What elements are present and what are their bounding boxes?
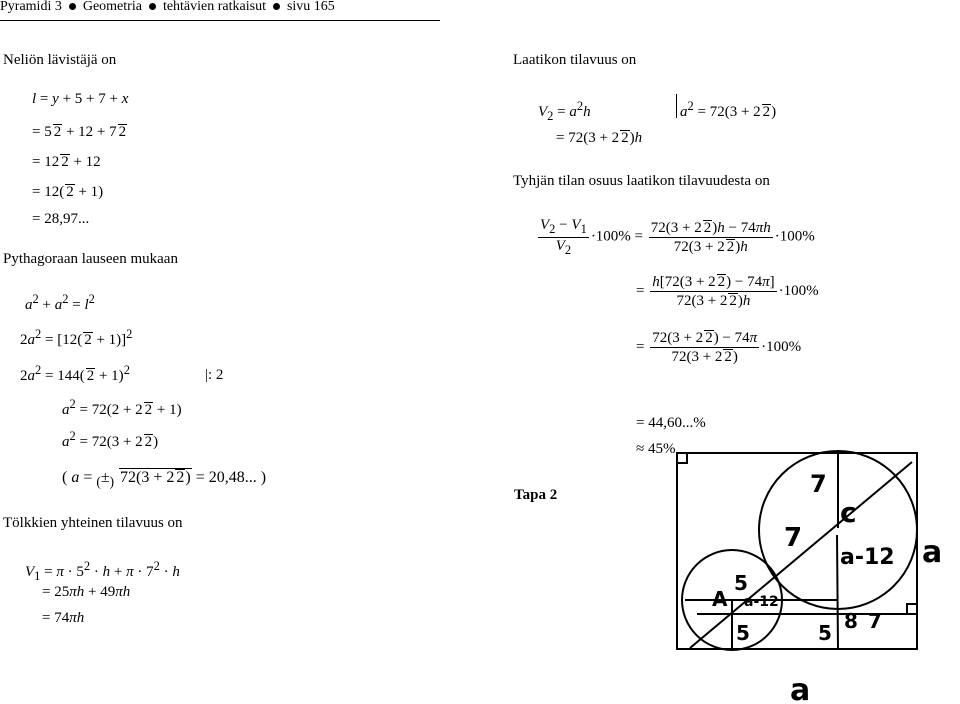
sketch-label-7-diag: 7 — [784, 523, 803, 553]
eq-pyth-3: $2a^2 = 144$( 2 + 1)$^2$ — [20, 363, 130, 384]
sketch-label-7-b: 7 — [868, 609, 882, 633]
solution-sketch — [660, 440, 960, 704]
bullet-icon — [149, 3, 156, 10]
bullet-icon — [273, 3, 280, 10]
header-subject: Geometria — [82, 0, 142, 14]
heading-empty-space: Tyhjän tilan osuus laatikon tilavuudesta on — [513, 173, 770, 189]
sketch-label-a-12-small: a-12 — [744, 594, 779, 610]
corner-mark-tl — [677, 453, 687, 463]
eq-box-2: = 72(3 + 2 2)h — [556, 130, 643, 146]
sketch-label-a-bottom: a — [790, 673, 811, 704]
eq-diag-1: l = y + 5 + 7 + x — [32, 91, 129, 107]
eq-pyth-4: $a^2 = 72(2 + 2$ 2 + 1) — [62, 397, 182, 418]
sketch-label-7-top: 7 — [810, 470, 827, 498]
header-rule — [0, 20, 440, 21]
sketch-label-5-small: 5 — [734, 571, 748, 595]
header-page: sivu 165 — [286, 0, 335, 14]
sketch-label-5-right: 5 — [818, 621, 832, 645]
eq-ratio-1: $\frac{V_2 - V_1}{V_2}$ ·100% = $\frac{72(3 + 2 2)h - 74\pi h}{72(3 + 2 2)h}$ ·100% — [540, 217, 815, 257]
eq-box-1: $V_2 = a^2h$ — [538, 99, 591, 123]
eq-pyth-2: $2a^2 = [12$( 2 + 1)]$^2$ — [20, 327, 133, 348]
radius-vertical-lower — [837, 535, 838, 649]
heading-cans: Tölkkien yhteinen tilavuus on — [3, 515, 183, 531]
header-doc: Pyramidi 3 — [0, 0, 62, 14]
substitution-bar — [676, 94, 677, 118]
eq-pyth-6: ( $a = _(\pm_)$ 72(3 + 2 2) = 20,48... ) — [62, 469, 267, 490]
eq-diag-2: = 5 2 + 12 + 7 2 — [32, 124, 127, 140]
eq-vol-3: = 74πh — [42, 610, 85, 626]
sketch-label-A: A — [712, 587, 728, 611]
page-header — [0, 0, 440, 18]
method-2-label: Tapa 2 — [514, 487, 558, 503]
heading-pythagoras: Pythagoraan lauseen mukaan — [3, 251, 178, 267]
eq-box-subst: $a^2 = 72(3 + 2$ 2) — [680, 99, 777, 120]
bullet-icon — [69, 3, 76, 10]
sketch-label-c: c — [840, 496, 857, 529]
eq-ratio-4: = 44,60...% — [636, 415, 706, 431]
eq-diag-3: = 12 2 + 12 — [32, 154, 101, 170]
eq-pyth-divide: |: 2 — [205, 367, 224, 383]
sketch-label-a-12: a-12 — [840, 545, 895, 570]
sketch-label-a-right: a — [922, 535, 943, 570]
eq-vol-1: $V_1 = \pi \cdot 5^2 \cdot h + \pi \cdot 7^2 \cdot h$ — [25, 559, 180, 583]
header-section: tehtävien ratkaisut — [162, 0, 266, 14]
eq-ratio-3: = $\frac{72(3 + 2 2) - 74\pi}{72(3 + 2 2)}$ ·100% — [636, 330, 802, 365]
heading-box-volume: Laatikon tilavuus on — [513, 52, 637, 68]
sketch-label-8: 8 — [844, 609, 858, 633]
eq-ratio-5: ≈ 45% — [636, 441, 676, 457]
eq-diag-4: = 12( 2 + 1) — [32, 184, 104, 200]
heading-diagonal: Neliön lävistäjä on — [3, 52, 117, 68]
eq-pyth-1: $a^2 + a^2 = l^2$ — [25, 292, 95, 313]
eq-ratio-2: = $\frac{h[72(3 + 2 2) - 74\pi]}{72(3 + 2 2)h}$ ·100% — [636, 274, 819, 309]
eq-pyth-5: $a^2 = 72(3 + 2$ 2) — [62, 429, 159, 450]
corner-mark-right — [907, 604, 917, 614]
eq-diag-5: = 28,97... — [32, 211, 90, 227]
sketch-label-5-lower: 5 — [736, 621, 750, 645]
eq-vol-2: = 25πh + 49πh — [42, 584, 131, 600]
